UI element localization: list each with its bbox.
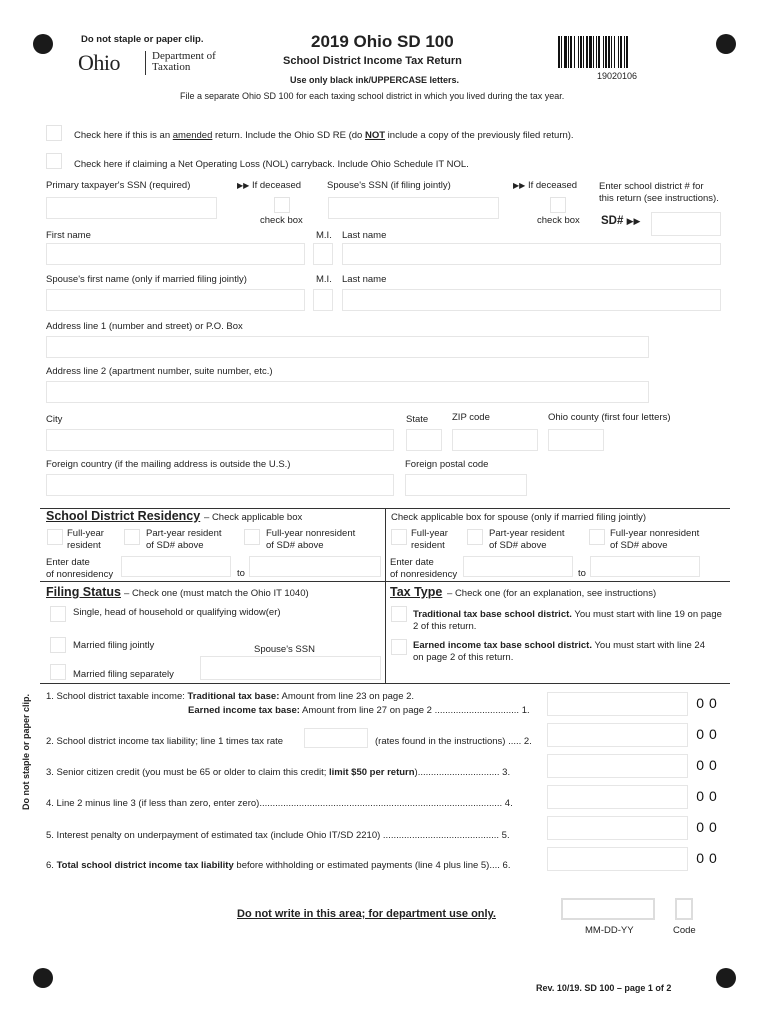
dept-logo-text: Department of Taxation — [152, 50, 216, 73]
nol-checkbox[interactable] — [46, 153, 62, 169]
line-1-input[interactable] — [547, 692, 688, 716]
state-input[interactable] — [406, 429, 442, 451]
foreign-postal-input[interactable] — [405, 474, 527, 496]
barcode-number: 19020106 — [597, 71, 638, 81]
dept-date-box — [561, 898, 655, 920]
dept-use-note: Do not write in this area; for department use only. — [237, 908, 496, 920]
spouse-first-name-input[interactable] — [46, 289, 305, 311]
section-divider — [40, 581, 730, 582]
line-6-cents: 00 — [696, 850, 722, 866]
line-2-label: 2. School district income tax liability; line 1 times tax rate — [46, 736, 284, 747]
form-subtitle: School District Income Tax Return — [283, 55, 462, 67]
spouse-deceased-label: ▶▶ If deceased — [513, 180, 578, 191]
dept-code-box — [675, 898, 693, 920]
dept-date-label: MM-DD-YY — [585, 925, 634, 936]
traditional-label: Traditional tax base school district. You must start with line 19 on page 2 of this return. — [413, 609, 722, 632]
full-year-resident-label: Full-year resident — [67, 528, 104, 551]
single-checkbox[interactable] — [50, 606, 66, 622]
spouse-full-year-nonresident-label: Full-year nonresident of SD# above — [610, 528, 700, 551]
barcode-bar — [618, 36, 619, 68]
single-label: Single, head of household or qualifying widow(er) — [73, 607, 281, 618]
spouse-nonresidency-from-input[interactable] — [463, 556, 573, 577]
first-name-label: First name — [46, 230, 91, 241]
barcode-bar — [586, 36, 588, 68]
form-title: 2019 Ohio SD 100 — [311, 32, 454, 51]
foreign-country-input[interactable] — [46, 474, 394, 496]
married-joint-checkbox[interactable] — [50, 637, 66, 653]
line-3-cents: 00 — [696, 757, 722, 773]
barcode-bar — [568, 36, 569, 68]
city-input[interactable] — [46, 429, 394, 451]
barcode-bar — [574, 36, 575, 68]
address-line1-input[interactable] — [46, 336, 649, 358]
column-divider — [385, 508, 386, 683]
to-label: to — [237, 568, 245, 579]
spouse-part-year-resident-checkbox[interactable] — [467, 529, 483, 545]
first-name-input[interactable] — [46, 243, 305, 265]
primary-deceased-label: ▶▶ If deceased — [237, 180, 302, 191]
line-4-label: 4. Line 2 minus line 3 (if less than zero, enter zero)............................................................................................ 4. — [46, 798, 513, 809]
line-2-rate-note: (rates found in the instructions) ..... 2. — [375, 736, 532, 747]
barcode-bar — [614, 36, 615, 68]
tax-type-title: Tax Type — [390, 585, 443, 599]
traditional-checkbox[interactable] — [391, 606, 407, 622]
check-box-label: check box — [537, 215, 580, 226]
page-footer: Rev. 10/19. SD 100 – page 1 of 2 — [536, 983, 672, 993]
barcode-bar — [564, 36, 567, 68]
zip-input[interactable] — [452, 429, 538, 451]
filing-status-instruction: – Check one (must match the Ohio IT 1040) — [124, 588, 309, 599]
dept-code-label: Code — [673, 925, 696, 936]
amended-checkbox[interactable] — [46, 125, 62, 141]
ohio-logo: Ohio — [78, 50, 120, 75]
spouse-mi-label: M.I. — [316, 274, 332, 285]
line-4-cents: 00 — [696, 788, 722, 804]
spouse-last-name-input[interactable] — [342, 289, 721, 311]
spouse-deceased-checkbox[interactable] — [550, 197, 566, 213]
barcode-bar — [605, 36, 607, 68]
barcode-bar — [598, 36, 600, 68]
primary-deceased-checkbox[interactable] — [274, 197, 290, 213]
line-1-cents: 00 — [696, 695, 722, 711]
part-year-resident-checkbox[interactable] — [124, 529, 140, 545]
spouse-part-year-resident-label: Part-year resident of SD# above — [489, 528, 565, 551]
nonresidency-date-label: Enter date of nonresidency — [46, 557, 114, 580]
tax-rate-input[interactable] — [304, 728, 368, 748]
line-1-earned-label: Earned income tax base: Amount from line 27 on page 2 ................................ 1. — [188, 705, 530, 716]
barcode-bar — [580, 36, 582, 68]
earned-income-checkbox[interactable] — [391, 639, 407, 655]
line-4-input[interactable] — [547, 785, 688, 809]
foreign-country-label: Foreign country (if the mailing address is outside the U.S.) — [46, 459, 291, 470]
spouse-first-name-label: Spouse's first name (only if married filing jointly) — [46, 274, 247, 285]
line-5-label: 5. Interest penalty on underpayment of estimated tax (include Ohio IT/SD 2210) ............................................ 5. — [46, 830, 510, 841]
full-year-nonresident-checkbox[interactable] — [244, 529, 260, 545]
barcode-bar — [589, 36, 592, 68]
nonresidency-from-input[interactable] — [121, 556, 231, 577]
sd-number-input[interactable] — [651, 212, 721, 236]
foreign-postal-label: Foreign postal code — [405, 459, 489, 470]
logo-divider — [145, 51, 146, 75]
primary-ssn-input[interactable] — [46, 197, 217, 219]
spouse-residency-instruction: Check applicable box for spouse (only if married filing jointly) — [391, 512, 647, 523]
part-year-resident-label: Part-year resident of SD# above — [146, 528, 222, 551]
spouse-nonresidency-date-label: Enter date of nonresidency — [390, 557, 458, 580]
spouse-full-year-resident-checkbox[interactable] — [391, 529, 407, 545]
barcode-bar — [626, 36, 628, 68]
county-label: Ohio county (first four letters) — [548, 412, 671, 423]
nonresidency-to-input[interactable] — [249, 556, 381, 577]
filing-status-title: Filing Status — [46, 585, 121, 599]
line-6-label: 6. Total school district income tax liability before withholding or estimated payments (line 4 plus line 5).... 6. — [46, 860, 511, 871]
barcode-bar — [603, 36, 604, 68]
registration-mark — [33, 968, 53, 988]
full-year-resident-checkbox[interactable] — [47, 529, 63, 545]
mi-input[interactable] — [313, 243, 333, 265]
spouse-full-year-nonresident-checkbox[interactable] — [589, 529, 605, 545]
sd-number-label: SD# ▶▶ — [601, 215, 641, 227]
barcode-bar — [583, 36, 584, 68]
zip-label: ZIP code — [452, 412, 490, 423]
barcode-bar — [558, 36, 560, 68]
barcode-bar — [596, 36, 597, 68]
state-label: State — [406, 414, 429, 425]
nol-label: Check here if claiming a Net Operating Loss (NOL) carryback. Include Ohio Schedule IT NOL. — [74, 159, 469, 170]
barcode-bar — [611, 36, 612, 68]
mi-label: M.I. — [316, 230, 332, 241]
registration-mark — [33, 34, 53, 54]
file-note: File a separate Ohio SD 100 for each taxing school district in which you lived during the tax year. — [180, 91, 565, 101]
line-1-label: 1. School district taxable income: Traditional tax base: Amount from line 23 on page 2. — [46, 691, 415, 702]
barcode-bar — [608, 36, 610, 68]
spouse-mi-input[interactable] — [313, 289, 333, 311]
line-5-cents: 00 — [696, 819, 722, 835]
amended-label: Check here if this is an amended return. Include the Ohio SD RE (do NOT include a copy of the previously filed return). — [74, 130, 574, 141]
residency-instruction: – Check applicable box — [204, 512, 303, 523]
side-staple-note: Do not staple or paper clip. — [21, 693, 32, 811]
spouse-to-label: to — [578, 568, 586, 579]
address-line1-label: Address line 1 (number and street) or P.O. Box — [46, 321, 243, 332]
married-separate-checkbox[interactable] — [50, 664, 66, 680]
check-box-label: check box — [260, 215, 303, 226]
spouse-last-name-label: Last name — [342, 274, 387, 285]
spouse-nonresidency-to-input[interactable] — [590, 556, 700, 577]
last-name-label: Last name — [342, 230, 387, 241]
address-line2-label: Address line 2 (apartment number, suite number, etc.) — [46, 366, 273, 377]
city-label: City — [46, 414, 63, 425]
barcode-bar — [570, 36, 572, 68]
barcode — [558, 36, 688, 68]
spouse-ssn-input[interactable] — [328, 197, 499, 219]
tax-type-instruction: – Check one (for an explanation, see instructions) — [447, 588, 657, 599]
filing-spouse-ssn-input[interactable] — [200, 656, 381, 680]
line-6-input[interactable] — [547, 847, 688, 871]
spouse-ssn-label: Spouse's SSN (if filing jointly) — [327, 180, 451, 191]
last-name-input[interactable] — [342, 243, 721, 265]
line-3-input[interactable] — [547, 754, 688, 778]
county-input[interactable] — [548, 429, 604, 451]
line-3-label: 3. Senior citizen credit (you must be 65 or older to claim this credit; limit $50 per return)............................... 3. — [46, 767, 511, 778]
registration-mark — [716, 34, 736, 54]
address-line2-input[interactable] — [46, 381, 649, 403]
line-2-input[interactable] — [547, 723, 688, 747]
staple-note: Do not staple or paper clip. — [81, 34, 204, 45]
spouse-full-year-resident-label: Full-year resident — [411, 528, 448, 551]
primary-ssn-label: Primary taxpayer's SSN (required) — [46, 180, 191, 191]
filing-spouse-ssn-label: Spouse's SSN — [254, 644, 315, 655]
sd-number-note: Enter school district # for this return (see instructions). — [599, 181, 719, 204]
barcode-bar — [620, 36, 622, 68]
residency-title: School District Residency — [46, 509, 201, 523]
barcode-bar — [624, 36, 625, 68]
married-joint-label: Married filing jointly — [73, 640, 155, 651]
line-5-input[interactable] — [547, 816, 688, 840]
barcode-bar — [578, 36, 579, 68]
barcode-bar — [561, 36, 562, 68]
line-2-cents: 00 — [696, 726, 722, 742]
full-year-nonresident-label: Full-year nonresident of SD# above — [266, 528, 356, 551]
ink-note: Use only black ink/UPPERCASE letters. — [290, 75, 460, 85]
married-separate-label: Married filing separately — [73, 669, 174, 680]
section-divider — [40, 683, 730, 684]
registration-mark — [716, 968, 736, 988]
barcode-bar — [593, 36, 594, 68]
earned-income-label: Earned income tax base school district. You must start with line 24 on page 2 of this return. — [413, 640, 705, 663]
